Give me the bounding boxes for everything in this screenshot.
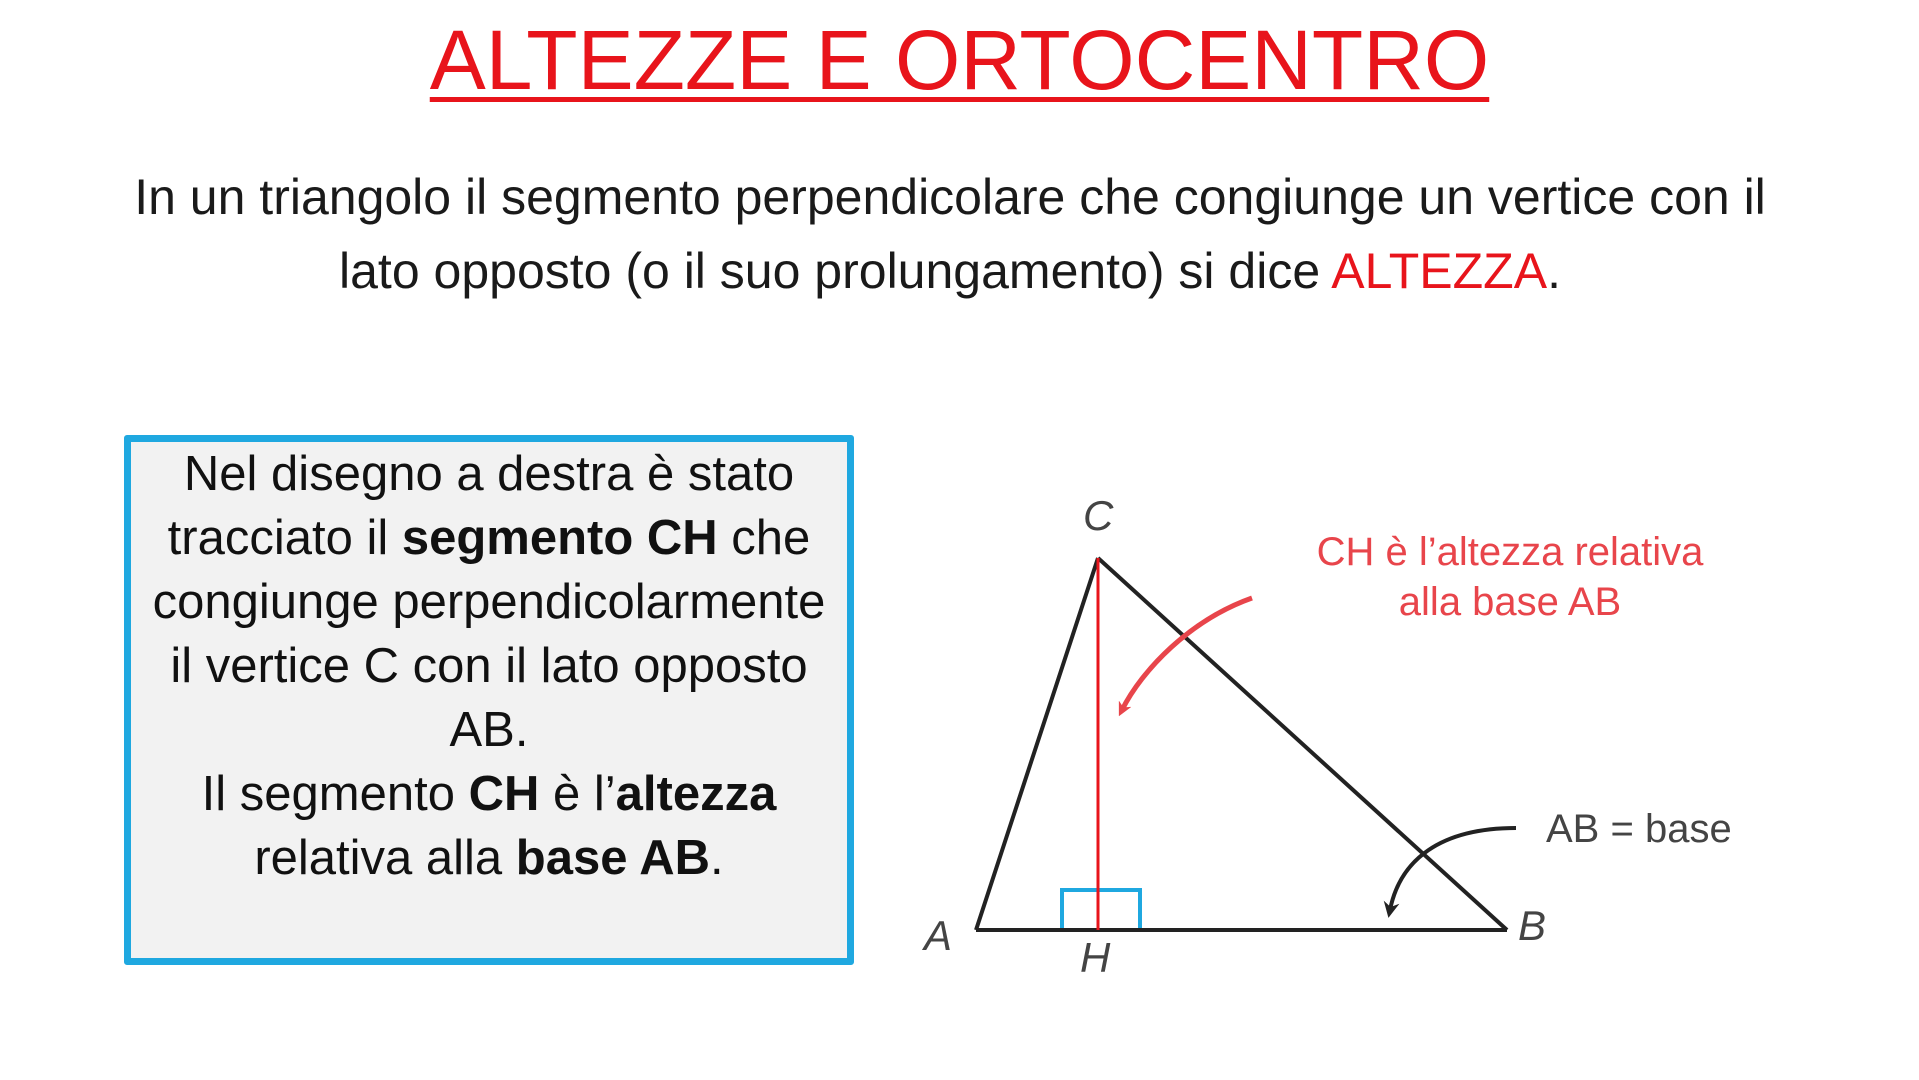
base-label: AB = base [1546,807,1732,851]
explanation-bold-ch: CH [468,767,540,821]
definition-line-1: In un triangolo il segmento perpendicolare che congiunge un vertice con il [134,169,1766,225]
explanation-text: è l’ [539,767,616,821]
explanation-bold-segment: segmento CH [401,511,718,565]
explanation-text: Il segmento [201,767,469,821]
definition-line-2: lato opposto (o il suo prolungamento) si dice [339,243,1332,299]
explanation-text: relativa alla [254,831,516,885]
explanation-bold-altezza: altezza [615,767,777,821]
definition-period: . [1547,243,1561,299]
triangle-figure [880,470,1800,990]
explanation-text: . [710,831,724,885]
explanation-paragraph-1 [139,442,839,762]
callout-line-2: alla base AB [1398,580,1622,624]
page-title: ALTEZZE E ORTOCENTRO [429,13,1490,107]
vertex-label-c: C [1083,492,1114,539]
definition-highlight: ALTEZZA [1331,243,1548,299]
callout-line-1: CH è l’altezza relativa [1316,530,1704,574]
explanation-paragraph-2 [139,762,839,890]
vertex-label-a: A [924,912,953,959]
explanation-text: Nel disegno a destra è stato tracciato il [167,447,795,565]
definition-text [40,160,1860,308]
callout-arrow-icon [1122,598,1252,710]
side-ac [976,558,1098,930]
right-angle-icon [1062,890,1140,930]
explanation-box [124,435,854,965]
explanation-text: che congiunge perpendicolarmente il vertice C con il lato opposto AB. [152,511,826,757]
foot-label-h: H [1080,934,1111,981]
explanation-bold-base: base AB [515,831,711,885]
triangle-diagram [880,470,1800,990]
vertex-label-b: B [1518,902,1547,949]
